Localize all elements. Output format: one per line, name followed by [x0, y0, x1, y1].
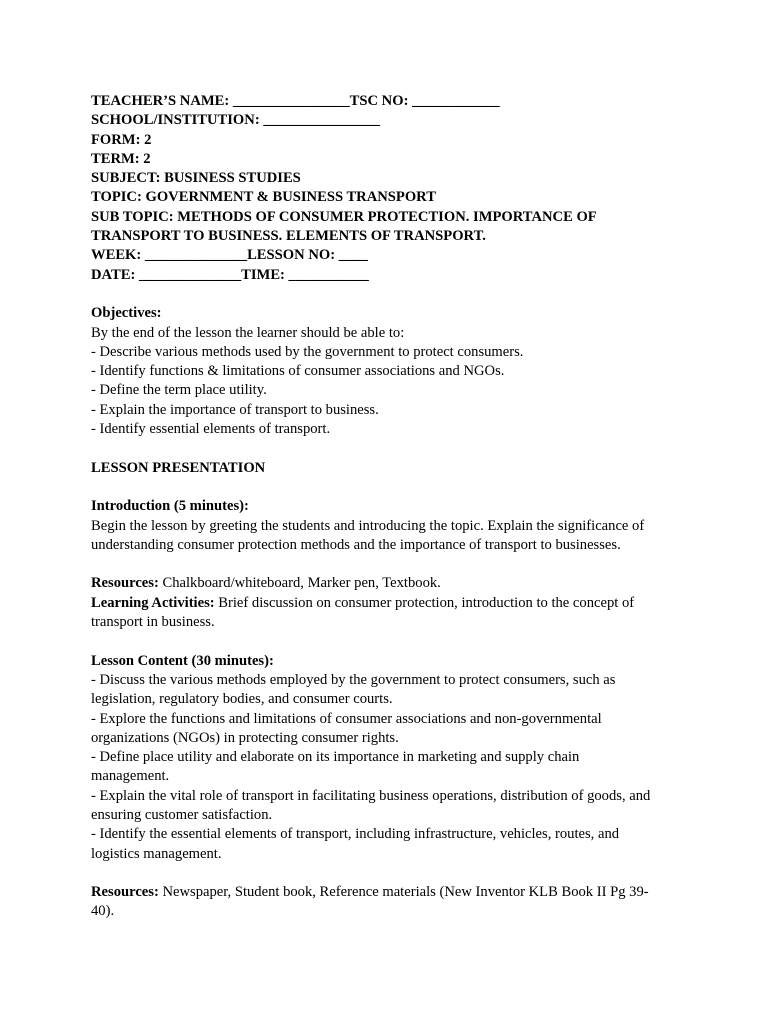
lesson-content-line: - Explain the vital role of transport in facilitating business operations, distribution of goods, and — [91, 787, 651, 804]
school-line: SCHOOL/INSTITUTION: ________________ — [91, 112, 381, 129]
content-resources-line — [91, 883, 681, 902]
form-line: FORM: 2 — [91, 131, 152, 148]
lesson-content-section — [91, 652, 681, 864]
lesson-content-line: - Define place utility and elaborate on its importance in marketing and supply chain — [91, 749, 580, 766]
objective-item: - Define the term place utility. — [91, 382, 267, 399]
lesson-content-line: logistics management. — [91, 845, 222, 862]
objectives-section — [91, 304, 681, 439]
term-line: TERM: 2 — [91, 150, 151, 167]
objective-item: - Describe various methods used by the government to protect consumers. — [91, 343, 524, 360]
learning-activities-line — [91, 594, 681, 613]
spacer — [91, 555, 681, 574]
lesson-content-line: - Explore the functions and limitations of consumer associations and non-governmental — [91, 710, 602, 727]
lesson-content-heading: Lesson Content (30 minutes): — [91, 652, 274, 669]
resources-label: Resources: — [91, 575, 159, 592]
topic-line: TOPIC: GOVERNMENT & BUSINESS TRANSPORT — [91, 189, 436, 206]
spacer — [91, 285, 681, 304]
week-line: WEEK: ______________LESSON NO: ____ — [91, 247, 368, 264]
lesson-content-line: - Identify the essential elements of transport, including infrastructure, vehicles, routes, and — [91, 826, 620, 843]
subject-line: SUBJECT: BUSINESS STUDIES — [91, 170, 301, 187]
subtopic-line-1: SUB TOPIC: METHODS OF CONSUMER PROTECTION. IMPORTANCE OF — [91, 208, 597, 225]
teacher-name-line: TEACHER’S NAME: ________________TSC NO: ____________ — [91, 93, 500, 109]
introduction-text-1: Begin the lesson by greeting the students and introducing the topic. Explain the significance of — [91, 517, 645, 534]
lesson-content-line: organizations (NGOs) in protecting consumer rights. — [91, 729, 399, 746]
introduction-heading: Introduction (5 minutes): — [91, 498, 249, 515]
content-resources-line-2: 40). — [91, 903, 115, 920]
learning-activities-line-2: transport in business. — [91, 614, 215, 631]
lesson-content-line: legislation, regulatory bodies, and consumer courts. — [91, 691, 393, 708]
learning-activities-label: Learning Activities: — [91, 594, 215, 611]
lesson-content-line: ensuring customer satisfaction. — [91, 806, 273, 823]
lesson-presentation-heading: LESSON PRESENTATION — [91, 459, 266, 476]
header-block — [91, 92, 681, 285]
objective-item: - Identify essential elements of transport. — [91, 421, 331, 438]
objective-item: - Explain the importance of transport to business. — [91, 401, 379, 418]
objective-item: - Identify functions & limitations of consumer associations and NGOs. — [91, 363, 505, 380]
objectives-intro: By the end of the lesson the learner should be able to: — [91, 324, 405, 341]
subtopic-line-2: TRANSPORT TO BUSINESS. ELEMENTS OF TRANSPORT. — [91, 228, 486, 245]
resources-label: Resources: — [91, 884, 159, 901]
resources-text: Chalkboard/whiteboard, Marker pen, Textbook. — [158, 575, 441, 592]
intro-resources-line — [91, 574, 681, 593]
spacer — [91, 632, 681, 651]
date-line: DATE: ______________TIME: ___________ — [91, 266, 369, 283]
objectives-heading: Objectives: — [91, 305, 162, 322]
learning-activities-text: Brief discussion on consumer protection, introduction to the concept of — [214, 594, 635, 611]
document-page — [91, 92, 681, 922]
lesson-content-line: management. — [91, 768, 170, 785]
spacer — [91, 864, 681, 883]
resources-text: Newspaper, Student book, Reference materials (New Inventor KLB Book II Pg 39- — [158, 884, 649, 901]
spacer — [91, 478, 681, 497]
introduction-text-2: understanding consumer protection methods and the importance of transport to businesses. — [91, 536, 621, 553]
lesson-content-line: - Discuss the various methods employed by the government to protect consumers, such as — [91, 671, 616, 688]
spacer — [91, 439, 681, 458]
introduction-section — [91, 497, 681, 555]
